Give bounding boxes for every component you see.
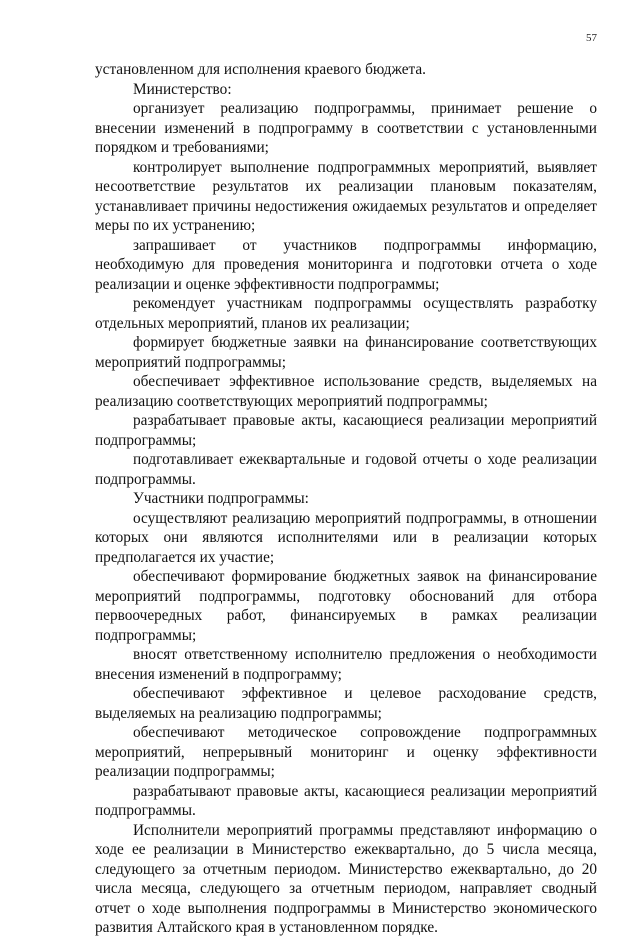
paragraph: Участники подпрограммы: (133, 490, 309, 507)
document-body (95, 60, 597, 938)
paragraph: вносят ответственному исполнителю предложения о необходимости внесения изменений в подпрограмму; (95, 646, 597, 683)
paragraph: разрабатывает правовые акты, касающиеся реализации мероприятий подпрограммы; (95, 412, 597, 449)
paragraph: обеспечивают методическое сопровождение подпрограммных мероприятий, непрерывный мониторинг и оценку эффективности реализации подпрограммы; (95, 724, 597, 780)
paragraph: обеспечивают эффективное и целевое расходование средств, выделяемых на реализацию подпрограммы; (95, 685, 597, 722)
paragraph: Исполнители мероприятий программы представляют информацию о ходе ее реализации в Министерство ежеквартально, до 5 числа месяца, следующего за отчетным периодом. Министерство ежеквартально, до 20 числа месяца, следующего за отчетным периодом, направляет сводный отчет о ходе выполнения подпрограммы в Министерство экономического развития Алтайского края в установленном порядке. (95, 821, 597, 936)
paragraph: рекомендует участникам подпрограммы осуществлять разработку отдельных мероприятий, планов их реализации; (95, 295, 597, 332)
paragraph: осуществляют реализацию мероприятий подпрограммы, в отношении которых они являются исполнителями или в реализации которых предполагается их участие; (95, 509, 597, 566)
paragraph: формирует бюджетные заявки на финансирование соответствующих мероприятий подпрограммы; (95, 334, 597, 371)
paragraph: контролирует выполнение подпрограммных мероприятий, выявляет несоответствие результатов их реализации плановым показателям, устанавливает причины недостижения ожидаемых результатов и определяет меры по их устранению; (95, 158, 597, 234)
paragraph: обеспечивает эффективное использование средств, выделяемых на реализацию соответствующих мероприятий подпрограммы; (95, 373, 597, 410)
paragraph: подготавливает ежеквартальные и годовой отчеты о ходе реализации подпрограммы. (95, 451, 597, 488)
paragraph: организует реализацию подпрограммы, принимает решение о внесении изменений в подпрограмму в соответствии с установленными порядком и требованиями; (95, 100, 597, 156)
paragraph: запрашивает от участников подпрограммы информацию, необходимую для проведения мониторинга и подготовки отчета о ходе реализации и оценке эффективности подпрограммы; (95, 236, 597, 293)
paragraph: Министерство: (133, 80, 232, 98)
paragraph: разрабатывают правовые акты, касающиеся реализации мероприятий подпрограммы. (95, 782, 597, 819)
page-number: 57 (586, 32, 597, 44)
paragraph: установленном для исполнения краевого бюджета. (95, 61, 426, 78)
paragraph: обеспечивают формирование бюджетных заявок на финансирование мероприятий подпрограммы, подготовку обоснований для отбора первоочередных работ, финансируемых в рамках реализации подпрограммы; (95, 568, 597, 644)
